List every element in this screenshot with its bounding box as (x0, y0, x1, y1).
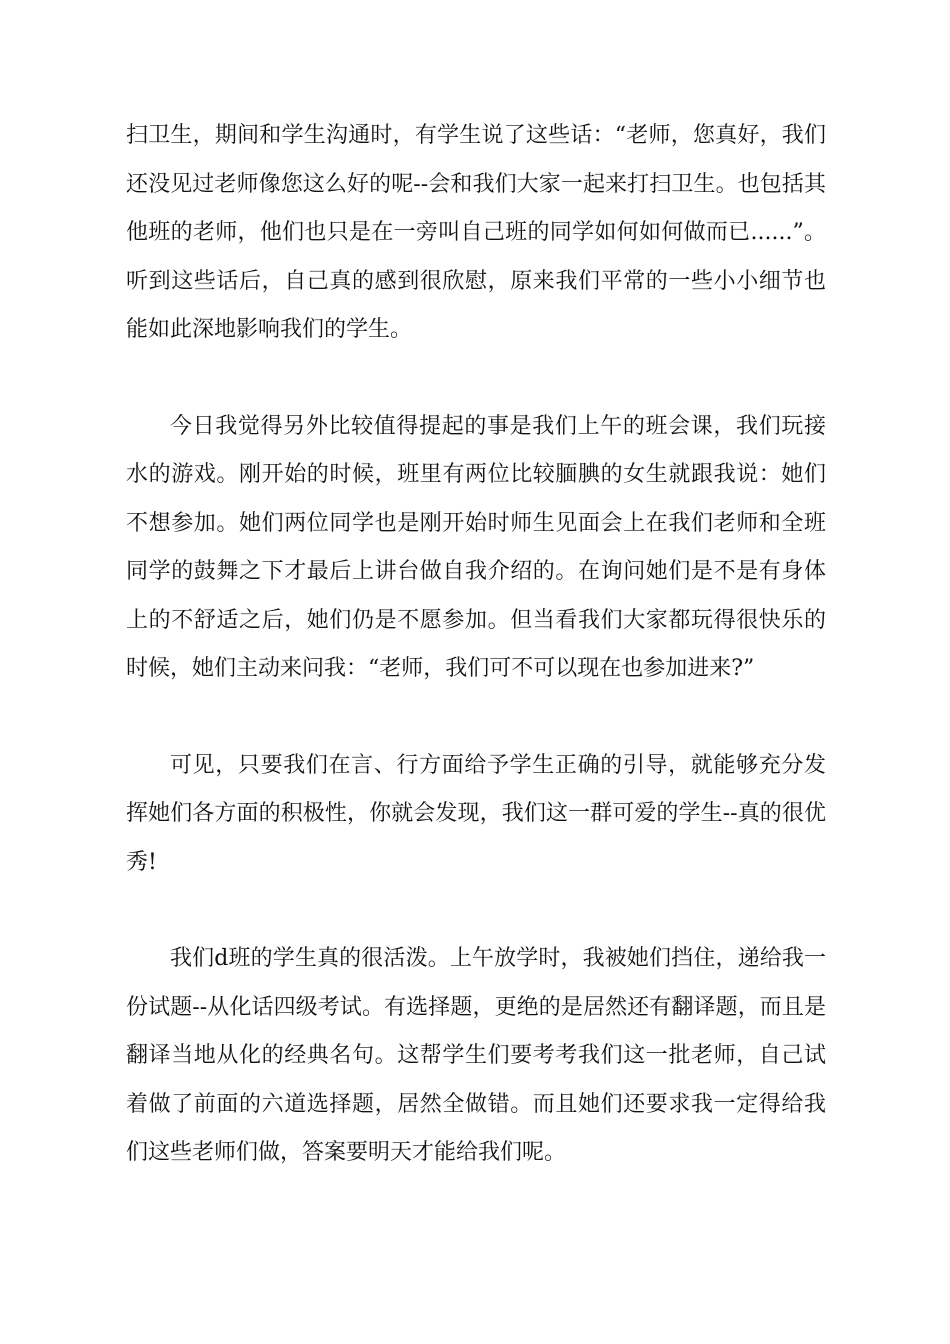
paragraph-d-class-quiz: 我们d班的学生真的很活泼。上午放学时，我被她们挡住，递给我一份试题--从化话四级考试。有选择题，更绝的是居然还有翻译题，而且是翻译当地从化的经典名句。这帮学生们要考考我们这一批老师，自己试着做了前面的六道选择题，居然全做错。而且她们还要求我一定得给我们这些老师们做，答案要明天才能给我们呢。 (126, 946, 826, 1165)
paragraph-guidance-conclusion: 可见，只要我们在言、行方面给予学生正确的引导，就能够充分发挥她们各方面的积极性，你就会发现，我们这一群可爱的学生--真的很优秀! (126, 752, 826, 875)
document-page (126, 112, 826, 1178)
paragraph-class-meeting-game: 今日我觉得另外比较值得提起的事是我们上午的班会课，我们玩接水的游戏。刚开始的时候，班里有两位比较腼腆的女生就跟我说：她们不想参加。她们两位同学也是刚开始时师生见面会上在我们老师和全班同学的鼓舞之下才最后上讲台做自我介绍的。在询问她们是不是有身体上的不舒适之后，她们仍是不愿参加。但当看我们大家都玩得很快乐的时候，她们主动来问我：“老师，我们可不可以现在也参加进来?” (126, 413, 826, 681)
paragraph-continuation: 扫卫生，期间和学生沟通时，有学生说了这些话：“老师，您真好，我们还没见过老师像您这么好的呢--会和我们大家一起来打扫卫生。也包括其他班的老师，他们也只是在一旁叫自己班的同学如何如何做而已......”。听到这些话后，自己真的感到很欣慰，原来我们平常的一些小小细节也能如此深地影响我们的学生。 (126, 123, 826, 342)
